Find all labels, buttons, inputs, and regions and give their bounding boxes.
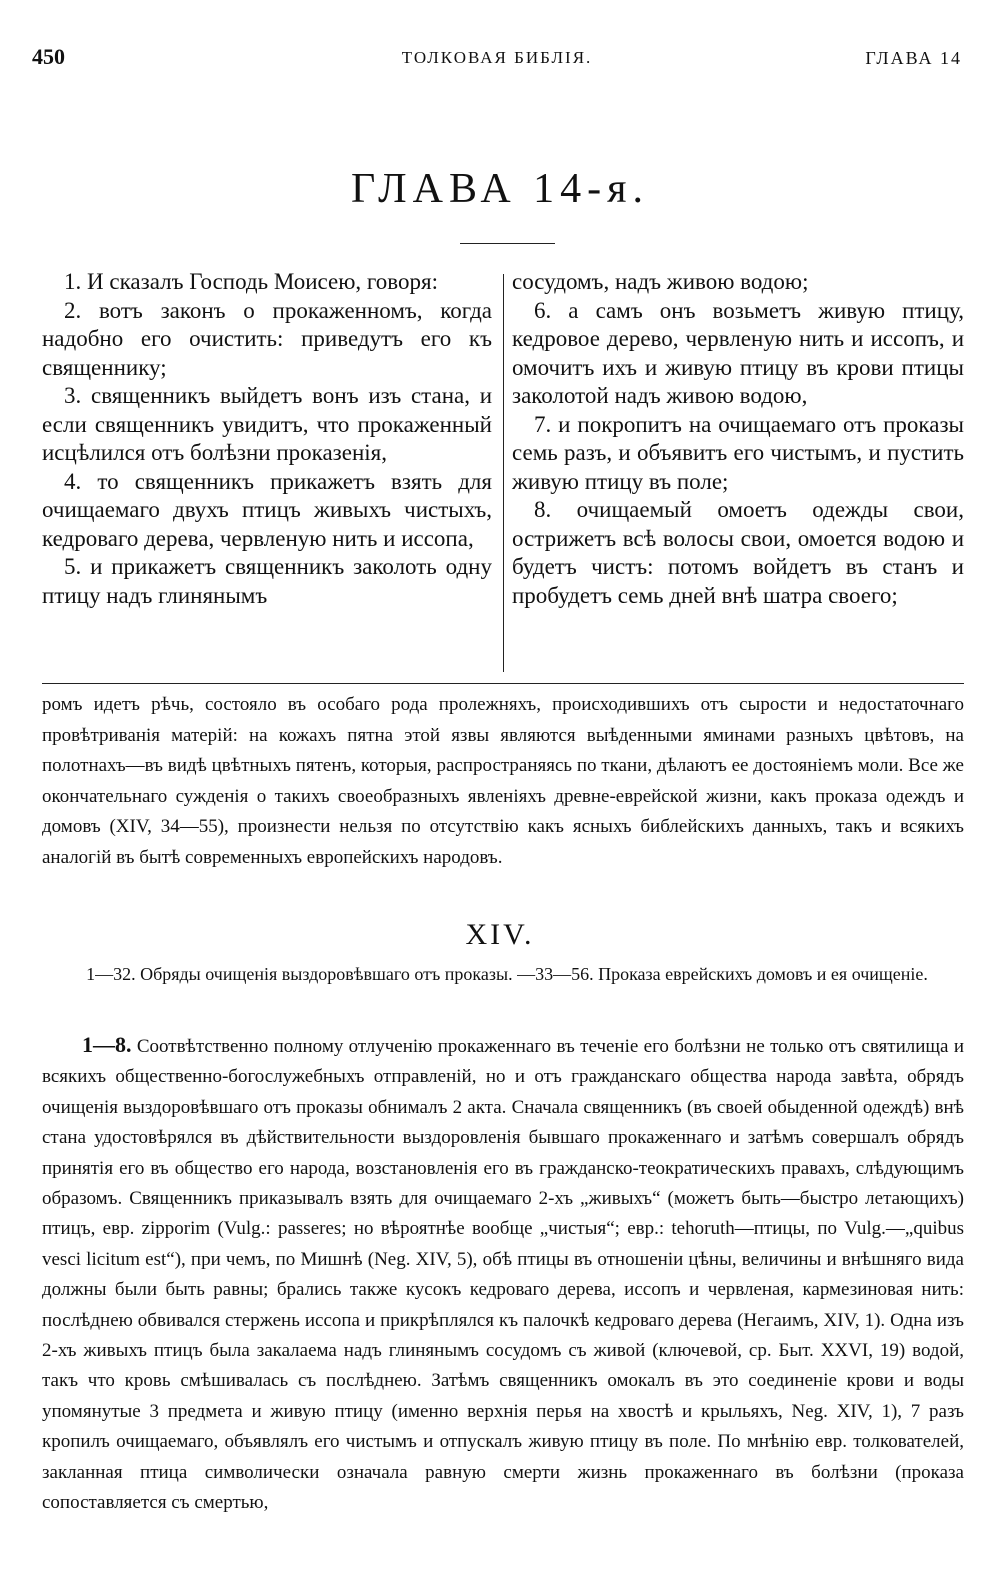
- section-summary: 1—32. Обряды очищенія выздоровѣвшаго отъ проказы. —33—56. Проказа еврейскихъ домовъ и ея очищеніе.: [86, 964, 928, 984]
- verse-column-left: [42, 268, 492, 610]
- verse-5-continuation: сосудомъ, надъ живою водою;: [512, 269, 809, 294]
- running-head: [32, 44, 962, 74]
- verse-6: 6. а самъ онъ возьметъ живую птицу, кедровое дерево, червленую нить и иссопъ, и омочитъ ихъ и живую птицу въ крови птицы заколотой надъ живою водою,: [512, 297, 964, 408]
- verse-3: 3. священникъ выйдетъ вонъ изъ стана, и если священникъ увидитъ, что прокаженный исцѣлился отъ болѣзни проказенія,: [42, 383, 492, 465]
- verse-range-lead: 1—8.: [82, 1032, 132, 1057]
- verse-7: 7. и покропитъ на очищаемаго отъ проказы семь разъ, и объявитъ его чистымъ, и пустить живую птицу въ поле;: [512, 411, 964, 494]
- chapter-title: ГЛАВА 14-я.: [351, 166, 649, 212]
- commentary-text: Соотвѣтственно полному отлученію прокаженнаго въ теченіе его болѣзни не только отъ святилища и всякихъ общественно-богослужебныхъ отправленій, но и отъ гражданскаго общества народа завѣта, обрядъ очищенія выздоровѣвшаго отъ проказы обнималъ 2 акта. Сначала священникъ (въ своей обыденной одеждѣ) внѣ стана удостовѣрялся въ дѣйствительности выздоровленія бывшаго прокаженнаго и затѣмъ совершалъ обрядъ принятія его въ общество его народа, возстановленія его въ гражданско-теократическихъ правахъ, слѣдующимъ образомъ. Священникъ приказывалъ взять для очищаемаго 2-хъ „живыхъ“ (можетъ быть—быстро летающихъ) птицъ, евр. zipporim (Vulg.: passeres; но вѣроятнѣе вообще „чистыя“; евр.: tehoruth—птицы, по Vulg.—„quibus vesci licitum est“), при чемъ, по Мишнѣ (Neg. XIV, 5), обѣ птицы въ отношеніи цѣны, величины и внѣшняго вида должны были быть равны; брались также кусокъ кедроваго дерева, иссопъ и червленая, кармезиновая нить: послѣднею обвивался стержень иссопа и прикрѣплялся къ палочкѣ кедроваго дерева (Негаимъ, XIV, 1). Одна изъ 2-хъ живыхъ птицъ была закалаема надъ глинянымъ сосудомъ съ живой (ключевой, ср. Быт. XXVI, 19) водой, такъ что кровь смѣшивалась съ послѣднею. Затѣмъ священникъ омокалъ въ это соединеніе крови и воды упомянутые 3 предмета и живую птицу (именно верхнія перья на хвостѣ и крыльяхъ, Neg. XIV, 1), 7 разъ кропилъ очищаемаго, объявлялъ его чистымъ и отпускалъ живую птицу въ поле. По мнѣнію евр. толкователей, закланная птица символически означала равную смерти жизнь прокаженнаго въ болѣзни (проказа сопоставляется съ смертью,: [42, 1036, 964, 1514]
- commentary-continuation: ромъ идетъ рѣчь, состояло въ особаго рода пролежняхъ, происходившихъ отъ сырости и недостаточнаго провѣтриванія матерій: на кожахъ пятна этой язвы являются выѣденными яминами разныхъ цвѣтовъ, на полотнахъ—въ видѣ цвѣтныхъ пятенъ, которыя, распространяясь по ткани, дѣлаютъ ее достояніемъ моли. Все же окончательнаго сужденія о такихъ своеобразныхъ явленіяхъ древне-еврейской жизни, какъ проказа одеждъ и домовъ (XIV, 34—55), произнести нельзя по отсутствію какъ ясныхъ библейскихъ данныхъ, такъ и всякихъ аналогій въ бытѣ современныхъ европейскихъ народовъ.: [42, 694, 964, 868]
- verse-5: 5. и прикажетъ священникъ заколоть одну птицу надъ глинянымъ: [42, 554, 492, 608]
- section-numeral: XIV.: [465, 918, 535, 951]
- column-divider: [503, 274, 504, 672]
- verse-column-right: [512, 268, 964, 610]
- commentary-rule: [42, 683, 964, 684]
- commentary-paragraph: [42, 1030, 964, 1519]
- verse-columns: [42, 268, 964, 678]
- verse-4: 4. то священникъ прикажетъ взять для очищаемаго двухъ птицъ живыхъ чистыхъ, кедроваго дерева, червленую нить и иссопа,: [42, 468, 492, 551]
- chapter-reference: ГЛАВА 14: [865, 48, 962, 68]
- book-title: ТОЛКОВАЯ БИБЛІЯ.: [401, 48, 593, 67]
- title-rule: [460, 243, 555, 244]
- verse-2: 2. вотъ законъ о прокаженномъ, когда надобно его очистить: приведутъ его къ священнику;: [42, 297, 492, 380]
- page-number: 450: [32, 44, 65, 69]
- verse-1: 1. И сказалъ Господь Моисею, говоря:: [64, 269, 438, 294]
- verse-8: 8. очищаемый омоетъ одежды свои, острижетъ всѣ волосы свои, омоется водою и будетъ чистъ: потомъ войдетъ въ станъ и пробудетъ семь дней внѣ шатра своего;: [512, 497, 964, 608]
